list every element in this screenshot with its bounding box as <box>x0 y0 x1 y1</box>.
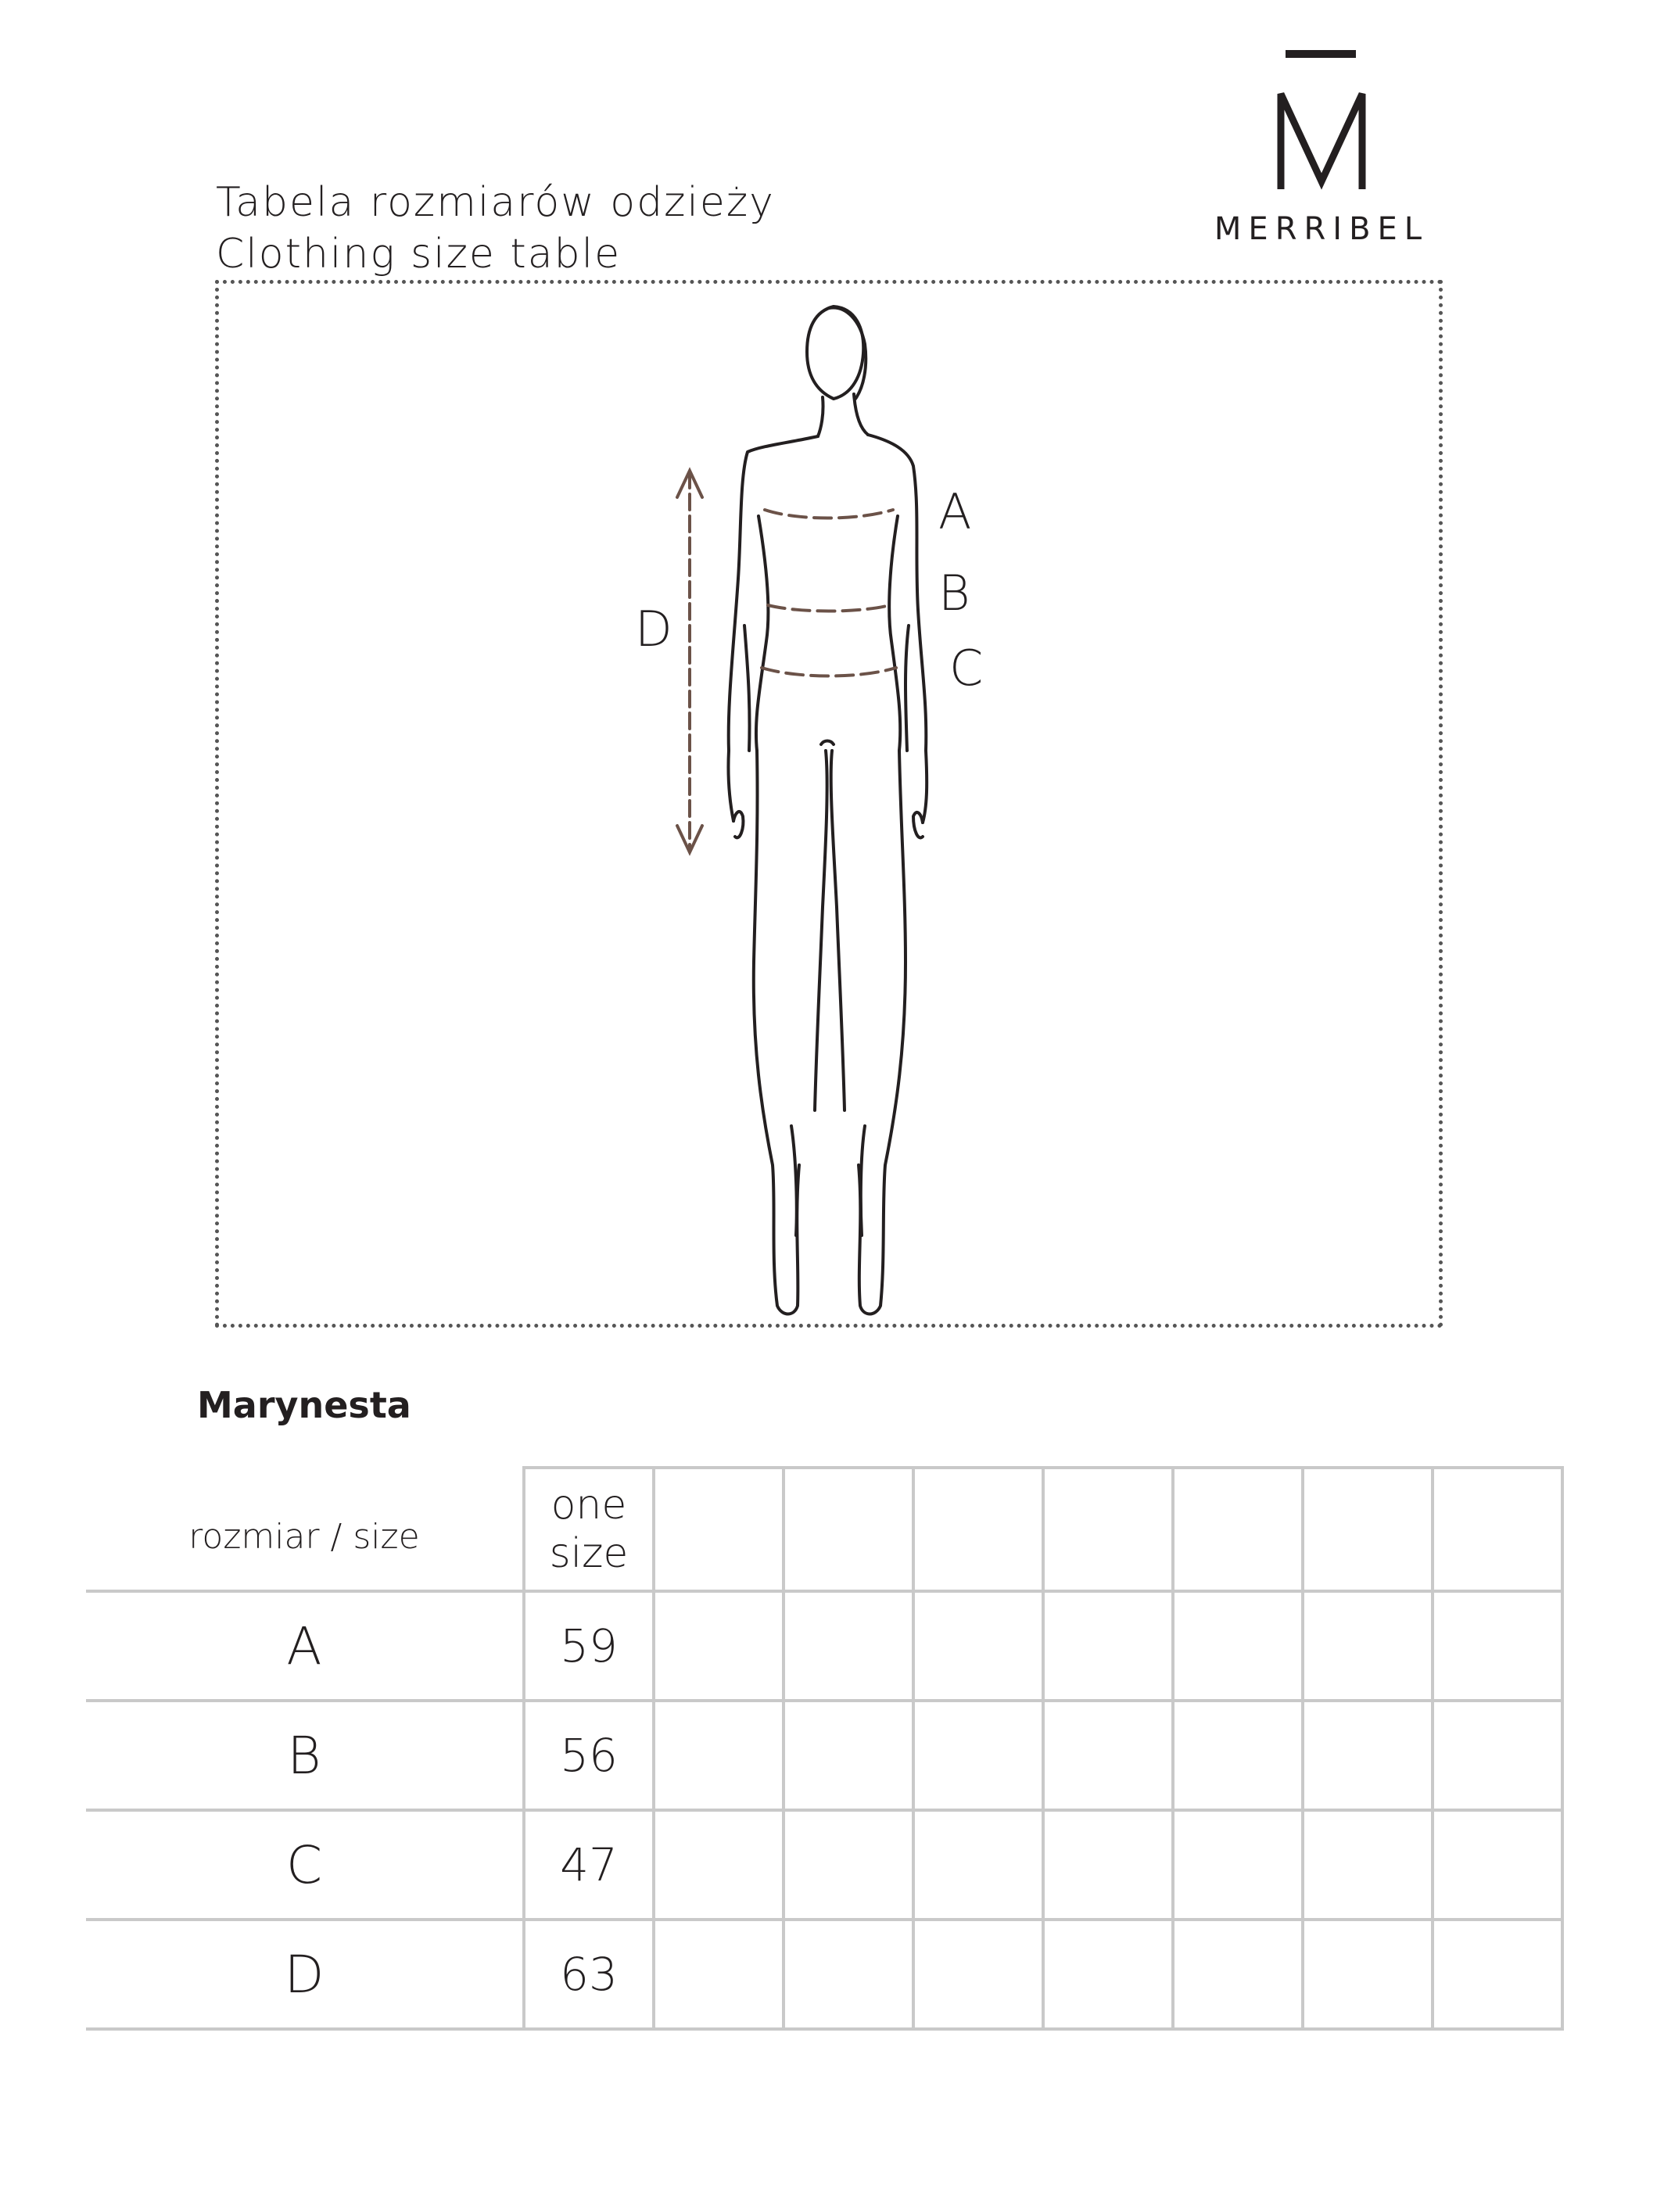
empty-cell <box>1173 1468 1303 1591</box>
empty-cell <box>1173 1701 1303 1810</box>
table-row <box>86 1810 1562 1920</box>
body-figure-sketch <box>594 297 1032 1329</box>
empty-cell <box>913 1701 1043 1810</box>
empty-cell <box>1433 1468 1562 1591</box>
row-value: 63 <box>524 1920 654 2029</box>
empty-cell <box>654 1468 784 1591</box>
size-line-1: one <box>550 1482 627 1529</box>
header-size-cell <box>524 1468 654 1591</box>
empty-cell <box>1303 1591 1433 1701</box>
empty-cell <box>1043 1591 1173 1701</box>
empty-cell <box>913 1468 1043 1591</box>
empty-cell <box>784 1591 913 1701</box>
empty-cell <box>913 1810 1043 1920</box>
empty-cell <box>1303 1920 1433 2029</box>
header-label-cell: rozmiar / size <box>86 1468 524 1591</box>
product-name: Marynesta <box>197 1384 411 1426</box>
empty-cell <box>654 1591 784 1701</box>
empty-cell <box>1173 1810 1303 1920</box>
empty-cell <box>1433 1920 1562 2029</box>
empty-cell <box>1043 1468 1173 1591</box>
empty-cell <box>1173 1591 1303 1701</box>
empty-cell <box>784 1468 913 1591</box>
empty-cell <box>1303 1468 1433 1591</box>
row-value: 59 <box>524 1591 654 1701</box>
empty-cell <box>1043 1920 1173 2029</box>
empty-cell <box>654 1810 784 1920</box>
row-label: D <box>86 1920 524 2029</box>
brand-logo <box>1189 39 1454 258</box>
brand-name: MERRIBEL <box>1214 211 1429 247</box>
measure-line-a <box>765 510 893 518</box>
empty-cell <box>1433 1591 1562 1701</box>
empty-cell <box>784 1810 913 1920</box>
row-label: A <box>86 1591 524 1701</box>
empty-cell <box>654 1701 784 1810</box>
table-row <box>86 1920 1562 2029</box>
empty-cell <box>1433 1701 1562 1810</box>
empty-cell <box>1303 1701 1433 1810</box>
row-label: C <box>86 1810 524 1920</box>
title-polish: Tabela rozmiarów odzieży <box>216 179 775 226</box>
row-value: 56 <box>524 1701 654 1810</box>
empty-cell <box>1043 1810 1173 1920</box>
empty-cell <box>784 1920 913 2029</box>
table-row <box>86 1591 1562 1701</box>
size-table <box>86 1466 1564 2031</box>
size-line-2: size <box>549 1530 629 1577</box>
empty-cell <box>913 1920 1043 2029</box>
empty-cell <box>654 1920 784 2029</box>
empty-cell <box>1043 1701 1173 1810</box>
measure-label-b: B <box>938 565 970 622</box>
empty-cell <box>784 1701 913 1810</box>
empty-cell <box>1433 1810 1562 1920</box>
measure-label-c: C <box>949 640 984 697</box>
table-header-row <box>86 1468 1562 1591</box>
measure-line-b <box>768 605 890 611</box>
row-value: 47 <box>524 1810 654 1920</box>
empty-cell <box>913 1591 1043 1701</box>
measure-label-a: A <box>938 483 972 540</box>
empty-cell <box>1303 1810 1433 1920</box>
logo-macron-bar <box>1286 50 1356 58</box>
page-title <box>216 177 775 280</box>
title-english: Clothing size table <box>216 231 622 278</box>
row-label: B <box>86 1701 524 1810</box>
table-row <box>86 1701 1562 1810</box>
measure-label-d: D <box>635 601 672 658</box>
measure-line-c <box>762 668 896 676</box>
empty-cell <box>1173 1920 1303 2029</box>
logo-monogram <box>1276 89 1367 191</box>
length-arrow-icon <box>666 466 713 857</box>
